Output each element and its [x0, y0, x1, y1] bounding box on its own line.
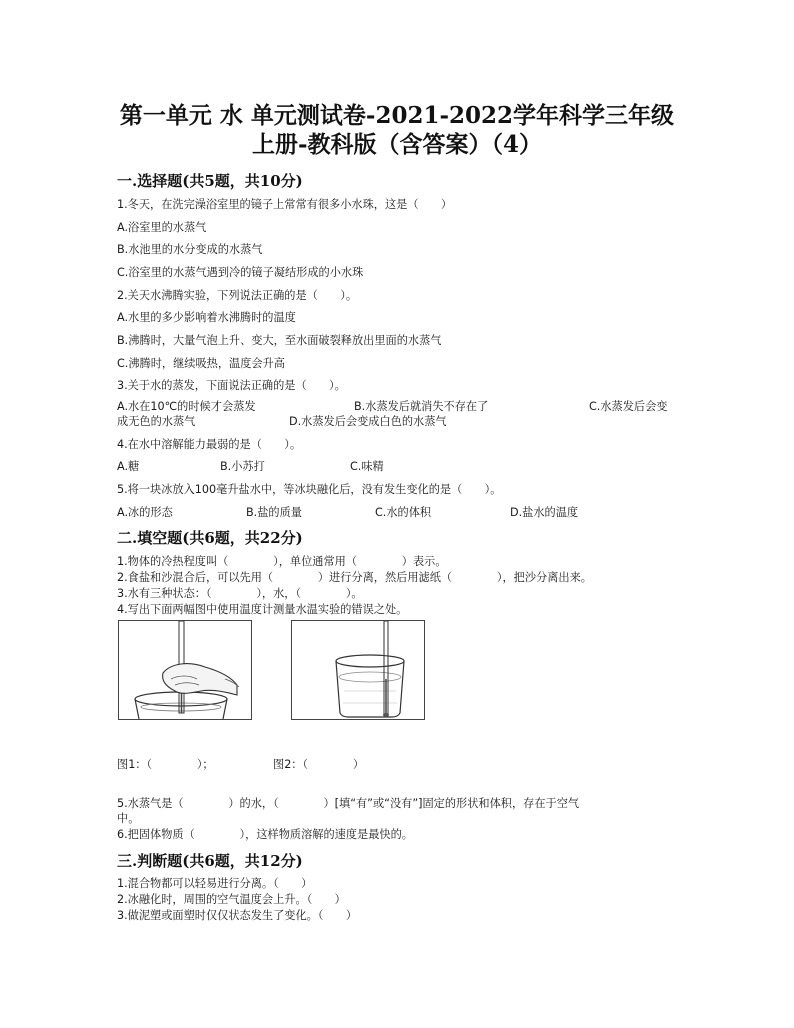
section-heading-fill: 二.填空题(共6题，共22分): [117, 529, 303, 547]
choice-q2-option-a: A.水里的多少影响着水沸腾时的温度: [117, 311, 296, 324]
choice-q5-option-a: A.冰的形态: [117, 506, 173, 519]
choice-question-2: 2.关天水沸腾实验，下列说法正确的是（ ）。: [117, 289, 358, 302]
choice-q3-option-d: D.水蒸发后会变成白色的水蒸气: [289, 415, 447, 428]
fill-question-6: 6.把固体物质（ ），这样物质溶解的速度是最快的。: [117, 828, 413, 841]
section-heading-choice: 一.选择题(共5题，共10分): [117, 172, 303, 190]
choice-question-5: 5.将一块冰放入100毫升盐水中，等冰块融化后，没有发生变化的是（ ）。: [117, 483, 502, 496]
fill-question-5: 5.水蒸气是（ ）的水，（ ）[填“有”或“没有”]固定的形状和体积，存在于空气: [117, 797, 580, 810]
judge-question-1: 1.混合物都可以轻易进行分离。（ ）: [117, 877, 313, 890]
fill-question-1: 1.物体的冷热程度叫（ ），单位通常用（ ）表示。: [117, 555, 447, 568]
choice-q3-option-c: C.水蒸发后会变: [589, 400, 668, 413]
choice-question-1: 1.冬天，在洗完澡浴室里的镜子上常常有很多小水珠，这是（ ）: [117, 198, 453, 211]
page-title-line-2: 上册-教科版（含答案）（4）: [251, 131, 543, 158]
choice-q3-option-c-cont: 成无色的水蒸气: [117, 415, 196, 428]
fill-question-5-cont: 中。: [117, 812, 140, 825]
figure-1-thermometer-held-by-hand: [118, 620, 252, 720]
judge-question-3: 3.做泥塑或面塑时仅仅状态发生了变化。（ ）: [117, 909, 358, 922]
choice-q5-option-d: D.盐水的温度: [510, 506, 579, 519]
figure-2-answer: 图2：（ ）: [273, 758, 365, 771]
choice-question-4: 4.在水中溶解能力最弱的是（ ）。: [117, 438, 302, 451]
fill-question-4: 4.写出下面两幅图中使用温度计测量水温实验的错误之处。: [117, 603, 408, 616]
choice-q4-option-a: A.糖: [117, 460, 140, 473]
choice-q3-option-a: A.水在10℃的时候才会蒸发: [117, 400, 256, 413]
choice-q4-option-b: B.小苏打: [220, 460, 265, 473]
page-title-line-1: 第一单元 水 单元测试卷-2021-2022学年科学三年级: [119, 102, 675, 129]
figure-2-thermometer-in-beaker: [291, 620, 425, 720]
choice-q2-option-b: B.沸腾时，大量气泡上升、变大，至水面破裂释放出里面的水蒸气: [117, 334, 442, 347]
figure-1-answer: 图1：（ ）；: [117, 758, 214, 771]
choice-q1-option-a: A.浴室里的水蒸气: [117, 221, 207, 234]
choice-q5-option-c: C.水的体积: [375, 506, 432, 519]
choice-q1-option-c: C.浴室里的水蒸气遇到冷的镜子凝结形成的小水珠: [117, 266, 364, 279]
choice-q4-option-c: C.味精: [350, 460, 384, 473]
choice-q2-option-c: C.沸腾时，继续吸热，温度会升高: [117, 357, 285, 370]
section-heading-judge: 三.判断题(共6题，共12分): [117, 852, 303, 870]
choice-question-3: 3.关于水的蒸发，下面说法正确的是（ ）。: [117, 379, 346, 392]
fill-question-3: 3.水有三种状态：（ ），水，（ ）。: [117, 587, 363, 600]
judge-question-2: 2.冰融化时，周围的空气温度会上升。（ ）: [117, 893, 346, 906]
choice-q3-option-b: B.水蒸发后就消失不存在了: [354, 400, 489, 413]
choice-q1-option-b: B.水池里的水分变成的水蒸气: [117, 243, 263, 256]
fill-question-2: 2.食盐和沙混合后，可以先用（ ）进行分离，然后用滤纸（ ），把沙分离出来。: [117, 571, 592, 584]
choice-q5-option-b: B.盐的质量: [246, 506, 302, 519]
